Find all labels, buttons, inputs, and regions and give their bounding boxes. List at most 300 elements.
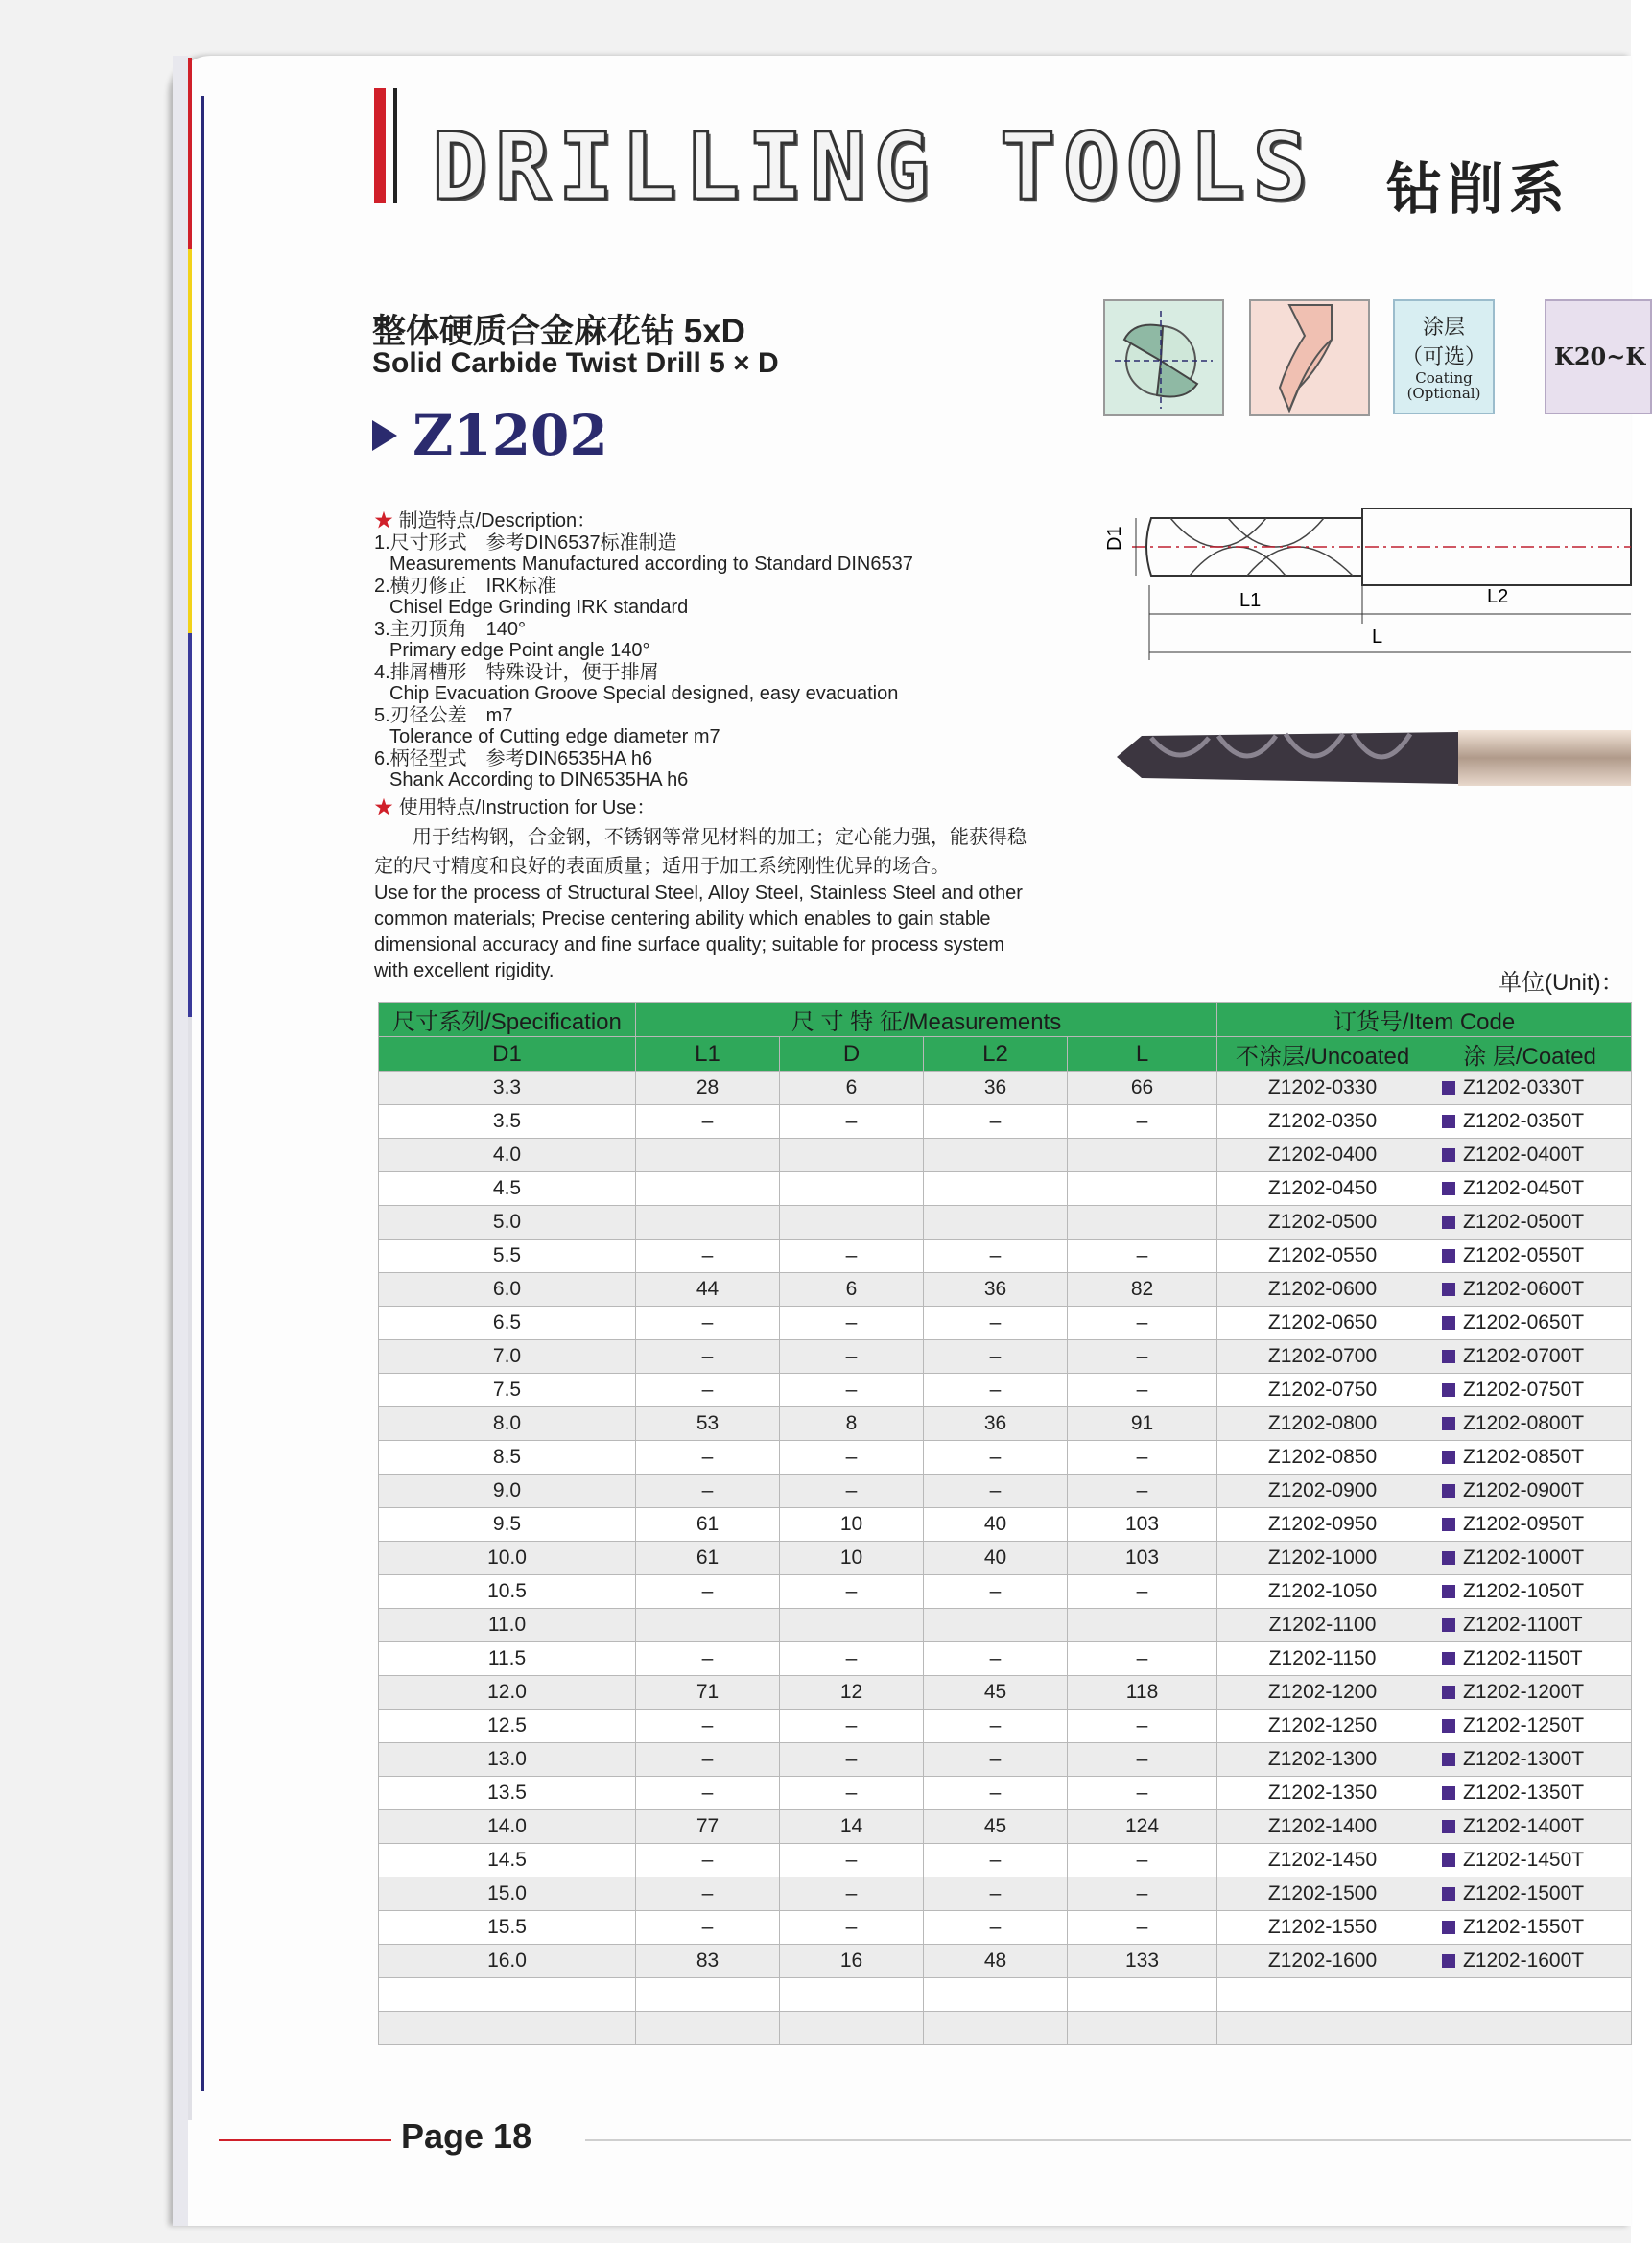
unit-label: 单位(Unit)： [1499, 970, 1624, 996]
color-stripe [188, 58, 192, 249]
coated-code: Z1202-1050T [1463, 1580, 1585, 1602]
table-row [379, 1642, 1632, 1676]
table-row [379, 1105, 1632, 1139]
cell-l1 [636, 1609, 780, 1642]
cell-d: 10 [780, 1542, 924, 1575]
coated-marker-icon [1442, 1216, 1455, 1229]
cell-d: – [780, 1105, 924, 1139]
coated-code: Z1202-0600T [1463, 1278, 1585, 1300]
table-row [379, 1710, 1632, 1743]
coated-code: Z1202-1300T [1463, 1748, 1585, 1770]
coated-marker-icon [1442, 1753, 1455, 1766]
product-code: Z1202 [413, 403, 608, 468]
title-mark [374, 88, 386, 203]
cell-l1: – [636, 1340, 780, 1374]
spec-header: 尺寸系列/Specification [379, 1003, 636, 1037]
cell-d: 14 [780, 1810, 924, 1844]
cell-l1: 77 [636, 1810, 780, 1844]
cell-uncoated: Z1202-0650 [1217, 1307, 1428, 1340]
l-header: L [1068, 1037, 1217, 1072]
coating-optional-en: (Optional) [1406, 385, 1481, 402]
coated-marker-icon [1442, 1719, 1455, 1733]
cell-coated [1428, 1575, 1632, 1609]
cell-uncoated: Z1202-0330 [1217, 1072, 1428, 1105]
table-row [379, 1911, 1632, 1945]
cell-l1: 71 [636, 1676, 780, 1710]
cell-coated [1428, 1172, 1632, 1206]
coated-marker-icon [1442, 1786, 1455, 1800]
coated-marker-icon [1442, 1249, 1455, 1263]
cell-l: 82 [1068, 1273, 1217, 1307]
table-row [379, 1441, 1632, 1475]
table-row [379, 2012, 1632, 2045]
cell-l: 118 [1068, 1676, 1217, 1710]
grade-badge: K20~K [1545, 299, 1652, 414]
cell-d [780, 2012, 924, 2045]
cell-d: – [780, 1642, 924, 1676]
description-item-cn: 4.排屑槽形 特殊设计，便于排屑 [374, 661, 659, 683]
cell-uncoated: Z1202-1300 [1217, 1743, 1428, 1777]
table-row [379, 1072, 1632, 1105]
cell-l2: – [924, 1777, 1068, 1810]
coated-code: Z1202-1600T [1463, 1949, 1585, 1971]
coated-code: Z1202-0800T [1463, 1412, 1585, 1434]
cell-l [1068, 1139, 1217, 1172]
cell-coated [1428, 1273, 1632, 1307]
l-label: L [1372, 626, 1383, 648]
cell-uncoated: Z1202-0450 [1217, 1172, 1428, 1206]
coated-marker-icon [1442, 1820, 1455, 1833]
coated-code: Z1202-1400T [1463, 1815, 1585, 1837]
cell-uncoated: Z1202-1100 [1217, 1609, 1428, 1642]
description-item-en: Tolerance of Cutting edge diameter m7 [389, 726, 720, 747]
cell-l: – [1068, 1475, 1217, 1508]
cell-uncoated: Z1202-0850 [1217, 1441, 1428, 1475]
star-icon: ★ [374, 796, 393, 818]
title-mark [393, 88, 397, 203]
cell-d1: 8.0 [379, 1407, 636, 1441]
product-name-cn: 整体硬质合金麻花钻 5xD [372, 313, 745, 350]
table-row [379, 1844, 1632, 1877]
d-header: D [780, 1037, 924, 1072]
cell-d1: 3.3 [379, 1072, 636, 1105]
table-row [379, 1273, 1632, 1307]
table-row [379, 1206, 1632, 1240]
cell-l2: – [924, 1105, 1068, 1139]
coating-optional-cn: （可选） [1401, 345, 1486, 369]
coated-code: Z1202-0330T [1463, 1076, 1585, 1098]
cell-d: 10 [780, 1508, 924, 1542]
table-row [379, 1407, 1632, 1441]
coated-code: Z1202-0650T [1463, 1311, 1585, 1334]
cell-l1: – [636, 1877, 780, 1911]
cell-d: – [780, 1340, 924, 1374]
cell-l: – [1068, 1844, 1217, 1877]
cell-d1: 11.0 [379, 1609, 636, 1642]
coated-marker-icon [1442, 1316, 1455, 1330]
coated-marker-icon [1442, 1148, 1455, 1162]
measurements-header: 尺 寸 特 征/Measurements [636, 1003, 1217, 1037]
cell-coated [1428, 1307, 1632, 1340]
coated-code: Z1202-0550T [1463, 1244, 1585, 1266]
cell-l1: – [636, 1575, 780, 1609]
l1-header: L1 [636, 1037, 780, 1072]
drill-photo [1113, 715, 1631, 801]
cell-uncoated: Z1202-0350 [1217, 1105, 1428, 1139]
cell-coated [1428, 1978, 1632, 2012]
cell-l1: – [636, 1844, 780, 1877]
cell-l1: – [636, 1911, 780, 1945]
cell-d1: 10.5 [379, 1575, 636, 1609]
coated-marker-icon [1442, 1383, 1455, 1397]
cell-coated [1428, 1340, 1632, 1374]
triangle-icon [372, 420, 397, 451]
description-item-en: Chip Evacuation Groove Special designed, easy evacuation [389, 683, 899, 704]
coated-header: 涂 层/Coated [1428, 1037, 1632, 1072]
cell-d1 [379, 1978, 636, 2012]
helix-icon [1249, 299, 1370, 416]
cell-l2: 36 [924, 1072, 1068, 1105]
cell-coated [1428, 1676, 1632, 1710]
cell-d: – [780, 1374, 924, 1407]
cell-uncoated: Z1202-1350 [1217, 1777, 1428, 1810]
spine-line [201, 96, 204, 2091]
cell-d1: 8.5 [379, 1441, 636, 1475]
use-heading-text: 使用特点/Instruction for Use： [398, 796, 656, 818]
table-row [379, 1810, 1632, 1844]
cell-l2: 40 [924, 1508, 1068, 1542]
cell-l: – [1068, 1575, 1217, 1609]
cell-d: – [780, 1240, 924, 1273]
cell-d: – [780, 1777, 924, 1810]
cell-d1: 7.0 [379, 1340, 636, 1374]
cell-d: – [780, 1844, 924, 1877]
l2-header: L2 [924, 1037, 1068, 1072]
cell-d [780, 1139, 924, 1172]
cell-l: 133 [1068, 1945, 1217, 1978]
cell-d: 6 [780, 1072, 924, 1105]
cell-coated [1428, 2012, 1632, 2045]
table-row [379, 1609, 1632, 1642]
coated-code: Z1202-0400T [1463, 1144, 1585, 1166]
cell-l1: – [636, 1307, 780, 1340]
coated-marker-icon [1442, 1115, 1455, 1128]
cell-coated [1428, 1475, 1632, 1508]
cell-d1: 4.5 [379, 1172, 636, 1206]
cell-l2: – [924, 1307, 1068, 1340]
cell-d1: 16.0 [379, 1945, 636, 1978]
description-item-en: Shank According to DIN6535HA h6 [389, 769, 689, 791]
description-item-cn: 5.刃径公差 m7 [374, 704, 513, 726]
uncoated-header: 不涂层/Uncoated [1217, 1037, 1428, 1072]
l2-label: L2 [1487, 586, 1509, 607]
d1-label: D1 [1104, 526, 1125, 551]
coated-marker-icon [1442, 1686, 1455, 1699]
table-row [379, 1542, 1632, 1575]
table-row [379, 1374, 1632, 1407]
cell-l1: – [636, 1777, 780, 1810]
table-row [379, 1978, 1632, 2012]
cell-l2: 45 [924, 1810, 1068, 1844]
coated-code: Z1202-1350T [1463, 1782, 1585, 1804]
cell-l [1068, 1172, 1217, 1206]
cell-l1: – [636, 1441, 780, 1475]
footer-line [585, 2139, 1631, 2141]
spec-table [378, 1002, 1632, 2045]
table-subheader-row [379, 1037, 1632, 1072]
cell-l2: – [924, 1374, 1068, 1407]
cell-l: – [1068, 1307, 1217, 1340]
cell-uncoated: Z1202-0950 [1217, 1508, 1428, 1542]
cell-coated [1428, 1206, 1632, 1240]
cell-d: – [780, 1575, 924, 1609]
cell-l1: – [636, 1240, 780, 1273]
table-row [379, 1877, 1632, 1911]
cell-uncoated: Z1202-0600 [1217, 1273, 1428, 1307]
cell-d1: 5.0 [379, 1206, 636, 1240]
coated-code: Z1202-1200T [1463, 1681, 1585, 1703]
cell-coated [1428, 1072, 1632, 1105]
cell-l: – [1068, 1340, 1217, 1374]
cell-d: – [780, 1475, 924, 1508]
cell-coated [1428, 1407, 1632, 1441]
description-item-en: Primary edge Point angle 140° [389, 640, 650, 661]
cell-coated [1428, 1240, 1632, 1273]
cell-coated [1428, 1374, 1632, 1407]
color-stripe [188, 633, 192, 1017]
cell-uncoated: Z1202-1200 [1217, 1676, 1428, 1710]
coated-code: Z1202-0700T [1463, 1345, 1585, 1367]
description-heading [374, 510, 1027, 532]
cell-l2: – [924, 1877, 1068, 1911]
dimension-diagram [1074, 499, 1631, 672]
cell-l1 [636, 1172, 780, 1206]
cell-d1: 14.0 [379, 1810, 636, 1844]
cell-uncoated: Z1202-1600 [1217, 1945, 1428, 1978]
cell-uncoated: Z1202-0700 [1217, 1340, 1428, 1374]
coated-marker-icon [1442, 1652, 1455, 1665]
cell-d1: 10.0 [379, 1542, 636, 1575]
cell-d: 16 [780, 1945, 924, 1978]
cell-l1 [636, 2012, 780, 2045]
cell-l2 [924, 1172, 1068, 1206]
coated-code: Z1202-1550T [1463, 1916, 1585, 1938]
cell-uncoated: Z1202-0550 [1217, 1240, 1428, 1273]
cell-l1: 28 [636, 1072, 780, 1105]
cell-d1: 9.0 [379, 1475, 636, 1508]
cell-d1: 14.5 [379, 1844, 636, 1877]
description-item-cn: 2.横刃修正 IRK标准 [374, 575, 557, 597]
cell-l: 103 [1068, 1508, 1217, 1542]
cell-l: – [1068, 1105, 1217, 1139]
cell-uncoated [1217, 2012, 1428, 2045]
cell-d1: 9.5 [379, 1508, 636, 1542]
cell-l2: 36 [924, 1407, 1068, 1441]
cell-l1: 53 [636, 1407, 780, 1441]
color-stripe [188, 249, 192, 633]
coated-code: Z1202-0850T [1463, 1446, 1585, 1468]
cell-l [1068, 2012, 1217, 2045]
cell-l: 91 [1068, 1407, 1217, 1441]
cell-d1: 3.5 [379, 1105, 636, 1139]
cell-l2 [924, 1206, 1068, 1240]
cell-l1: – [636, 1105, 780, 1139]
cell-l2: – [924, 1743, 1068, 1777]
description-item-cn: 1.尺寸形式 参考DIN6537标准制造 [374, 531, 677, 554]
cell-coated [1428, 1642, 1632, 1676]
table-row [379, 1340, 1632, 1374]
cell-uncoated: Z1202-1050 [1217, 1575, 1428, 1609]
cell-d: 12 [780, 1676, 924, 1710]
coated-marker-icon [1442, 1518, 1455, 1531]
cell-uncoated: Z1202-1250 [1217, 1710, 1428, 1743]
cell-d [780, 1609, 924, 1642]
cell-d: – [780, 1877, 924, 1911]
description-item-cn: 6.柄径型式 参考DIN6535HA h6 [374, 747, 653, 769]
cell-coated [1428, 1139, 1632, 1172]
cell-d [780, 1978, 924, 2012]
coated-code: Z1202-0450T [1463, 1177, 1585, 1199]
series-title: 钻削系 [1386, 158, 1571, 221]
coated-marker-icon [1442, 1081, 1455, 1095]
use-text-cn: 用于结构钢，合金钢，不锈钢等常见材料的加工；定心能力强，能获得稳定的尺寸精度和良好的表面质量；适用于加工系统刚性优异的场合。 [374, 827, 1027, 877]
coated-marker-icon [1442, 1484, 1455, 1498]
cell-uncoated: Z1202-1500 [1217, 1877, 1428, 1911]
coated-code: Z1202-0500T [1463, 1211, 1585, 1233]
cell-d: 6 [780, 1273, 924, 1307]
star-icon: ★ [374, 510, 393, 531]
cell-coated [1428, 1743, 1632, 1777]
cell-coated [1428, 1508, 1632, 1542]
cell-uncoated [1217, 1978, 1428, 2012]
l1-label: L1 [1239, 590, 1262, 611]
table-row [379, 1508, 1632, 1542]
color-stripe [188, 1017, 192, 2120]
cell-l1: 61 [636, 1508, 780, 1542]
cell-l2: – [924, 1441, 1068, 1475]
cell-coated [1428, 1810, 1632, 1844]
cell-l: 103 [1068, 1542, 1217, 1575]
coated-marker-icon [1442, 1451, 1455, 1464]
cell-l: 124 [1068, 1810, 1217, 1844]
table-row [379, 1307, 1632, 1340]
cell-d1: 4.0 [379, 1139, 636, 1172]
cell-l2: 40 [924, 1542, 1068, 1575]
table-row [379, 1139, 1632, 1172]
use-text-en: Use for the process of Structural Steel, Alloy Steel, Stainless Steel and other common materials; Precise centering ability which enables to gain stable dimensional accuracy and fine surface quality; suitable for process system with excellent rigidity. [374, 883, 1023, 981]
cell-d: – [780, 1441, 924, 1475]
cell-uncoated: Z1202-1150 [1217, 1642, 1428, 1676]
cell-l2: – [924, 1340, 1068, 1374]
cell-d1: 12.5 [379, 1710, 636, 1743]
cell-d: – [780, 1743, 924, 1777]
table-row [379, 1676, 1632, 1710]
cell-d1: 12.0 [379, 1676, 636, 1710]
description-block [374, 510, 1027, 818]
coated-code: Z1202-0950T [1463, 1513, 1585, 1535]
cell-l1 [636, 1206, 780, 1240]
cell-l2: – [924, 1475, 1068, 1508]
cell-l1: – [636, 1743, 780, 1777]
page-spine [173, 56, 188, 2226]
table-row [379, 1945, 1632, 1978]
cell-coated [1428, 1441, 1632, 1475]
cell-l1 [636, 1978, 780, 2012]
cell-l2: 36 [924, 1273, 1068, 1307]
cell-l [1068, 1206, 1217, 1240]
cell-l1: 61 [636, 1542, 780, 1575]
cell-uncoated: Z1202-1550 [1217, 1911, 1428, 1945]
cell-d1: 15.5 [379, 1911, 636, 1945]
cell-l: – [1068, 1240, 1217, 1273]
cell-l: – [1068, 1777, 1217, 1810]
cell-uncoated: Z1202-0400 [1217, 1139, 1428, 1172]
coating-optional-badge [1393, 299, 1495, 414]
cell-d1: 6.5 [379, 1307, 636, 1340]
cell-l2: 45 [924, 1676, 1068, 1710]
use-heading [374, 797, 1027, 819]
cell-d1: 7.5 [379, 1374, 636, 1407]
cell-d1: 5.5 [379, 1240, 636, 1273]
cell-l2 [924, 1609, 1068, 1642]
cell-uncoated: Z1202-1000 [1217, 1542, 1428, 1575]
coated-marker-icon [1442, 1853, 1455, 1867]
table-row [379, 1172, 1632, 1206]
coated-marker-icon [1442, 1283, 1455, 1296]
cell-coated [1428, 1877, 1632, 1911]
coated-code: Z1202-0900T [1463, 1479, 1585, 1501]
coated-marker-icon [1442, 1618, 1455, 1632]
cell-l [1068, 1609, 1217, 1642]
cell-l2 [924, 2012, 1068, 2045]
coated-marker-icon [1442, 1954, 1455, 1968]
coated-marker-icon [1442, 1585, 1455, 1598]
table-row [379, 1743, 1632, 1777]
cell-uncoated: Z1202-0800 [1217, 1407, 1428, 1441]
product-name-en: Solid Carbide Twist Drill 5 × D [372, 347, 779, 379]
table-row [379, 1777, 1632, 1810]
cell-coated [1428, 1844, 1632, 1877]
description-item-en: Measurements Manufactured according to Standard DIN6537 [389, 554, 913, 575]
coated-marker-icon [1442, 1182, 1455, 1195]
cell-coated [1428, 1911, 1632, 1945]
cell-l1 [636, 1139, 780, 1172]
cell-uncoated: Z1202-0900 [1217, 1475, 1428, 1508]
coated-code: Z1202-1250T [1463, 1714, 1585, 1736]
cell-l2: – [924, 1844, 1068, 1877]
coated-code: Z1202-1500T [1463, 1882, 1585, 1904]
cell-coated [1428, 1105, 1632, 1139]
coated-code: Z1202-0350T [1463, 1110, 1585, 1132]
table-header-row [379, 1003, 1632, 1037]
coated-code: Z1202-1450T [1463, 1849, 1585, 1871]
cell-d1 [379, 2012, 636, 2045]
cell-l1: – [636, 1374, 780, 1407]
cell-l: – [1068, 1374, 1217, 1407]
page-number: Page 18 [401, 2116, 532, 2156]
cell-d [780, 1206, 924, 1240]
cell-l: – [1068, 1710, 1217, 1743]
cell-l1: – [636, 1710, 780, 1743]
cell-uncoated: Z1202-0750 [1217, 1374, 1428, 1407]
cell-l2: – [924, 1575, 1068, 1609]
drilling-tools-logo: DRILLING TOOLS [432, 113, 1316, 221]
cell-d1: 11.5 [379, 1642, 636, 1676]
coated-code: Z1202-1100T [1463, 1614, 1583, 1636]
cell-l2: – [924, 1642, 1068, 1676]
coating-label-cn: 涂层 [1422, 316, 1465, 340]
cell-l: – [1068, 1877, 1217, 1911]
